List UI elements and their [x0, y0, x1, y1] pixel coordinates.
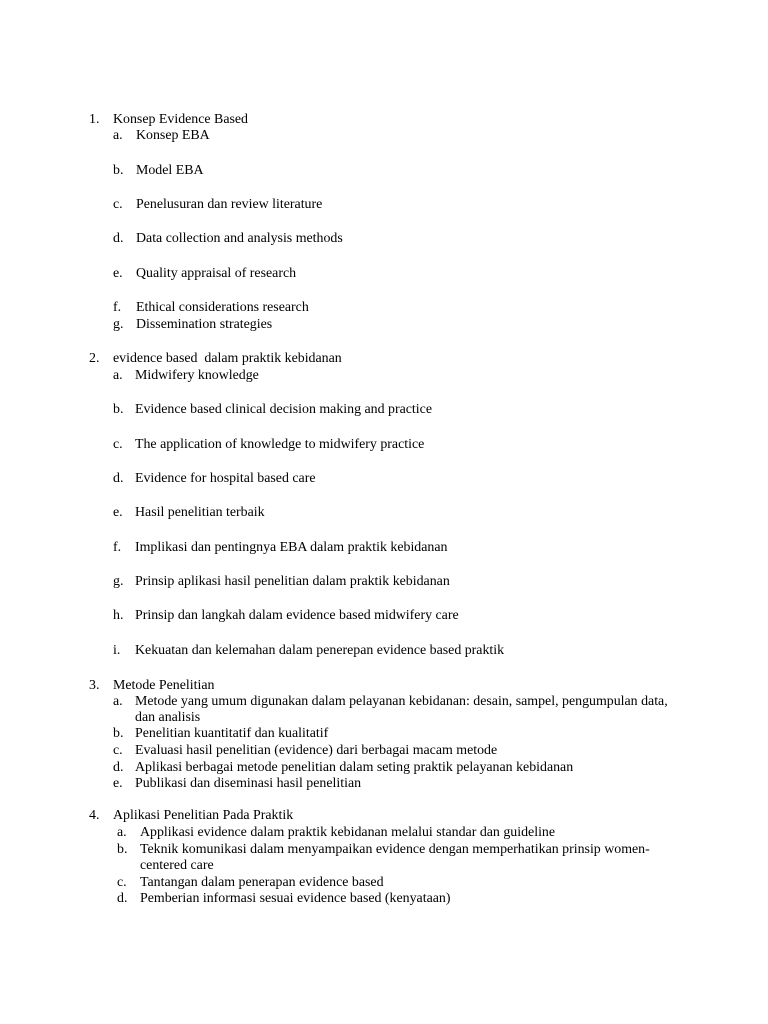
- list-item-text: Applikasi evidence dalam praktik kebidanan melalui standar dan guideline: [140, 825, 556, 840]
- list-item-marker: a.: [113, 368, 123, 383]
- list-item-text: Prinsip dan langkah dalam evidence based midwifery care: [135, 608, 459, 623]
- list-item-text: Tantangan dalam penerapan evidence based: [140, 875, 384, 890]
- section-number: 4.: [89, 808, 100, 823]
- list-item-marker: e.: [113, 266, 123, 281]
- section-number: 3.: [89, 678, 100, 693]
- list-item-text: Penelusuran dan review literature: [136, 197, 323, 212]
- list-item-text: Konsep EBA: [136, 128, 210, 143]
- list-item-marker: d.: [113, 231, 124, 246]
- list-item-text: Kekuatan dan kelemahan dalam penerepan evidence based praktik: [135, 643, 505, 658]
- list-item-marker: e.: [113, 505, 123, 520]
- list-item-marker: c.: [117, 875, 127, 890]
- list-item-marker: a.: [113, 128, 123, 143]
- list-item-text: Evidence for hospital based care: [135, 471, 316, 486]
- section-number: 1.: [89, 112, 100, 127]
- list-item-text: Ethical considerations research: [136, 300, 309, 315]
- list-item-text: Teknik komunikasi dalam menyampaikan evidence dengan memperhatikan prinsip women-: [140, 842, 650, 857]
- section-title: Aplikasi Penelitian Pada Praktik: [113, 808, 294, 823]
- section-title: Metode Penelitian: [113, 678, 215, 693]
- list-item-text: Hasil penelitian terbaik: [135, 505, 265, 520]
- list-item-marker: a.: [117, 825, 127, 840]
- list-item-text: The application of knowledge to midwifery practice: [135, 437, 425, 452]
- list-item-marker: d.: [113, 471, 124, 486]
- list-item-text: Penelitian kuantitatif dan kualitatif: [135, 726, 329, 741]
- list-item-marker: e.: [113, 776, 123, 791]
- list-item-text: dan analisis: [135, 710, 201, 725]
- list-item-marker: b.: [113, 163, 124, 178]
- list-item-marker: i.: [113, 643, 121, 658]
- list-item-marker: d.: [117, 891, 128, 906]
- list-item-marker: d.: [113, 760, 124, 775]
- list-item-marker: g.: [113, 317, 124, 332]
- list-item-text: Publikasi dan diseminasi hasil penelitian: [135, 776, 362, 791]
- list-item-marker: h.: [113, 608, 124, 623]
- list-item-text: Model EBA: [136, 163, 204, 178]
- list-item-text: centered care: [140, 858, 214, 873]
- list-item-text: Midwifery knowledge: [135, 368, 259, 383]
- list-item-marker: c.: [113, 743, 123, 758]
- list-item-marker: f.: [113, 540, 122, 555]
- list-item-text: Dissemination strategies: [136, 317, 273, 332]
- list-item-text: Data collection and analysis methods: [136, 231, 343, 246]
- list-item-marker: c.: [113, 437, 123, 452]
- list-item-text: Quality appraisal of research: [136, 266, 297, 281]
- list-item-text: Metode yang umum digunakan dalam pelayanan kebidanan: desain, sampel, pengumpulan data,: [135, 694, 668, 709]
- section-title: Konsep Evidence Based: [113, 112, 249, 127]
- list-item-marker: b.: [113, 402, 124, 417]
- section-title: evidence based dalam praktik kebidanan: [113, 351, 342, 366]
- list-item-text: Implikasi dan pentingnya EBA dalam praktik kebidanan: [135, 540, 448, 555]
- section-number: 2.: [89, 351, 100, 366]
- list-item-marker: c.: [113, 197, 123, 212]
- list-item-marker: b.: [117, 842, 128, 857]
- list-item-marker: g.: [113, 574, 124, 589]
- list-item-text: Prinsip aplikasi hasil penelitian dalam praktik kebidanan: [135, 574, 450, 589]
- list-item-text: Aplikasi berbagai metode penelitian dalam seting praktik pelayanan kebidanan: [135, 760, 574, 775]
- list-item-text: Evidence based clinical decision making and practice: [135, 402, 432, 417]
- list-item-marker: f.: [113, 300, 122, 315]
- list-item-text: Evaluasi hasil penelitian (evidence) dari berbagai macam metode: [135, 743, 498, 758]
- list-item-text: Pemberian informasi sesuai evidence based (kenyataan): [140, 891, 451, 906]
- list-item-marker: b.: [113, 726, 124, 741]
- list-item-marker: a.: [113, 694, 123, 709]
